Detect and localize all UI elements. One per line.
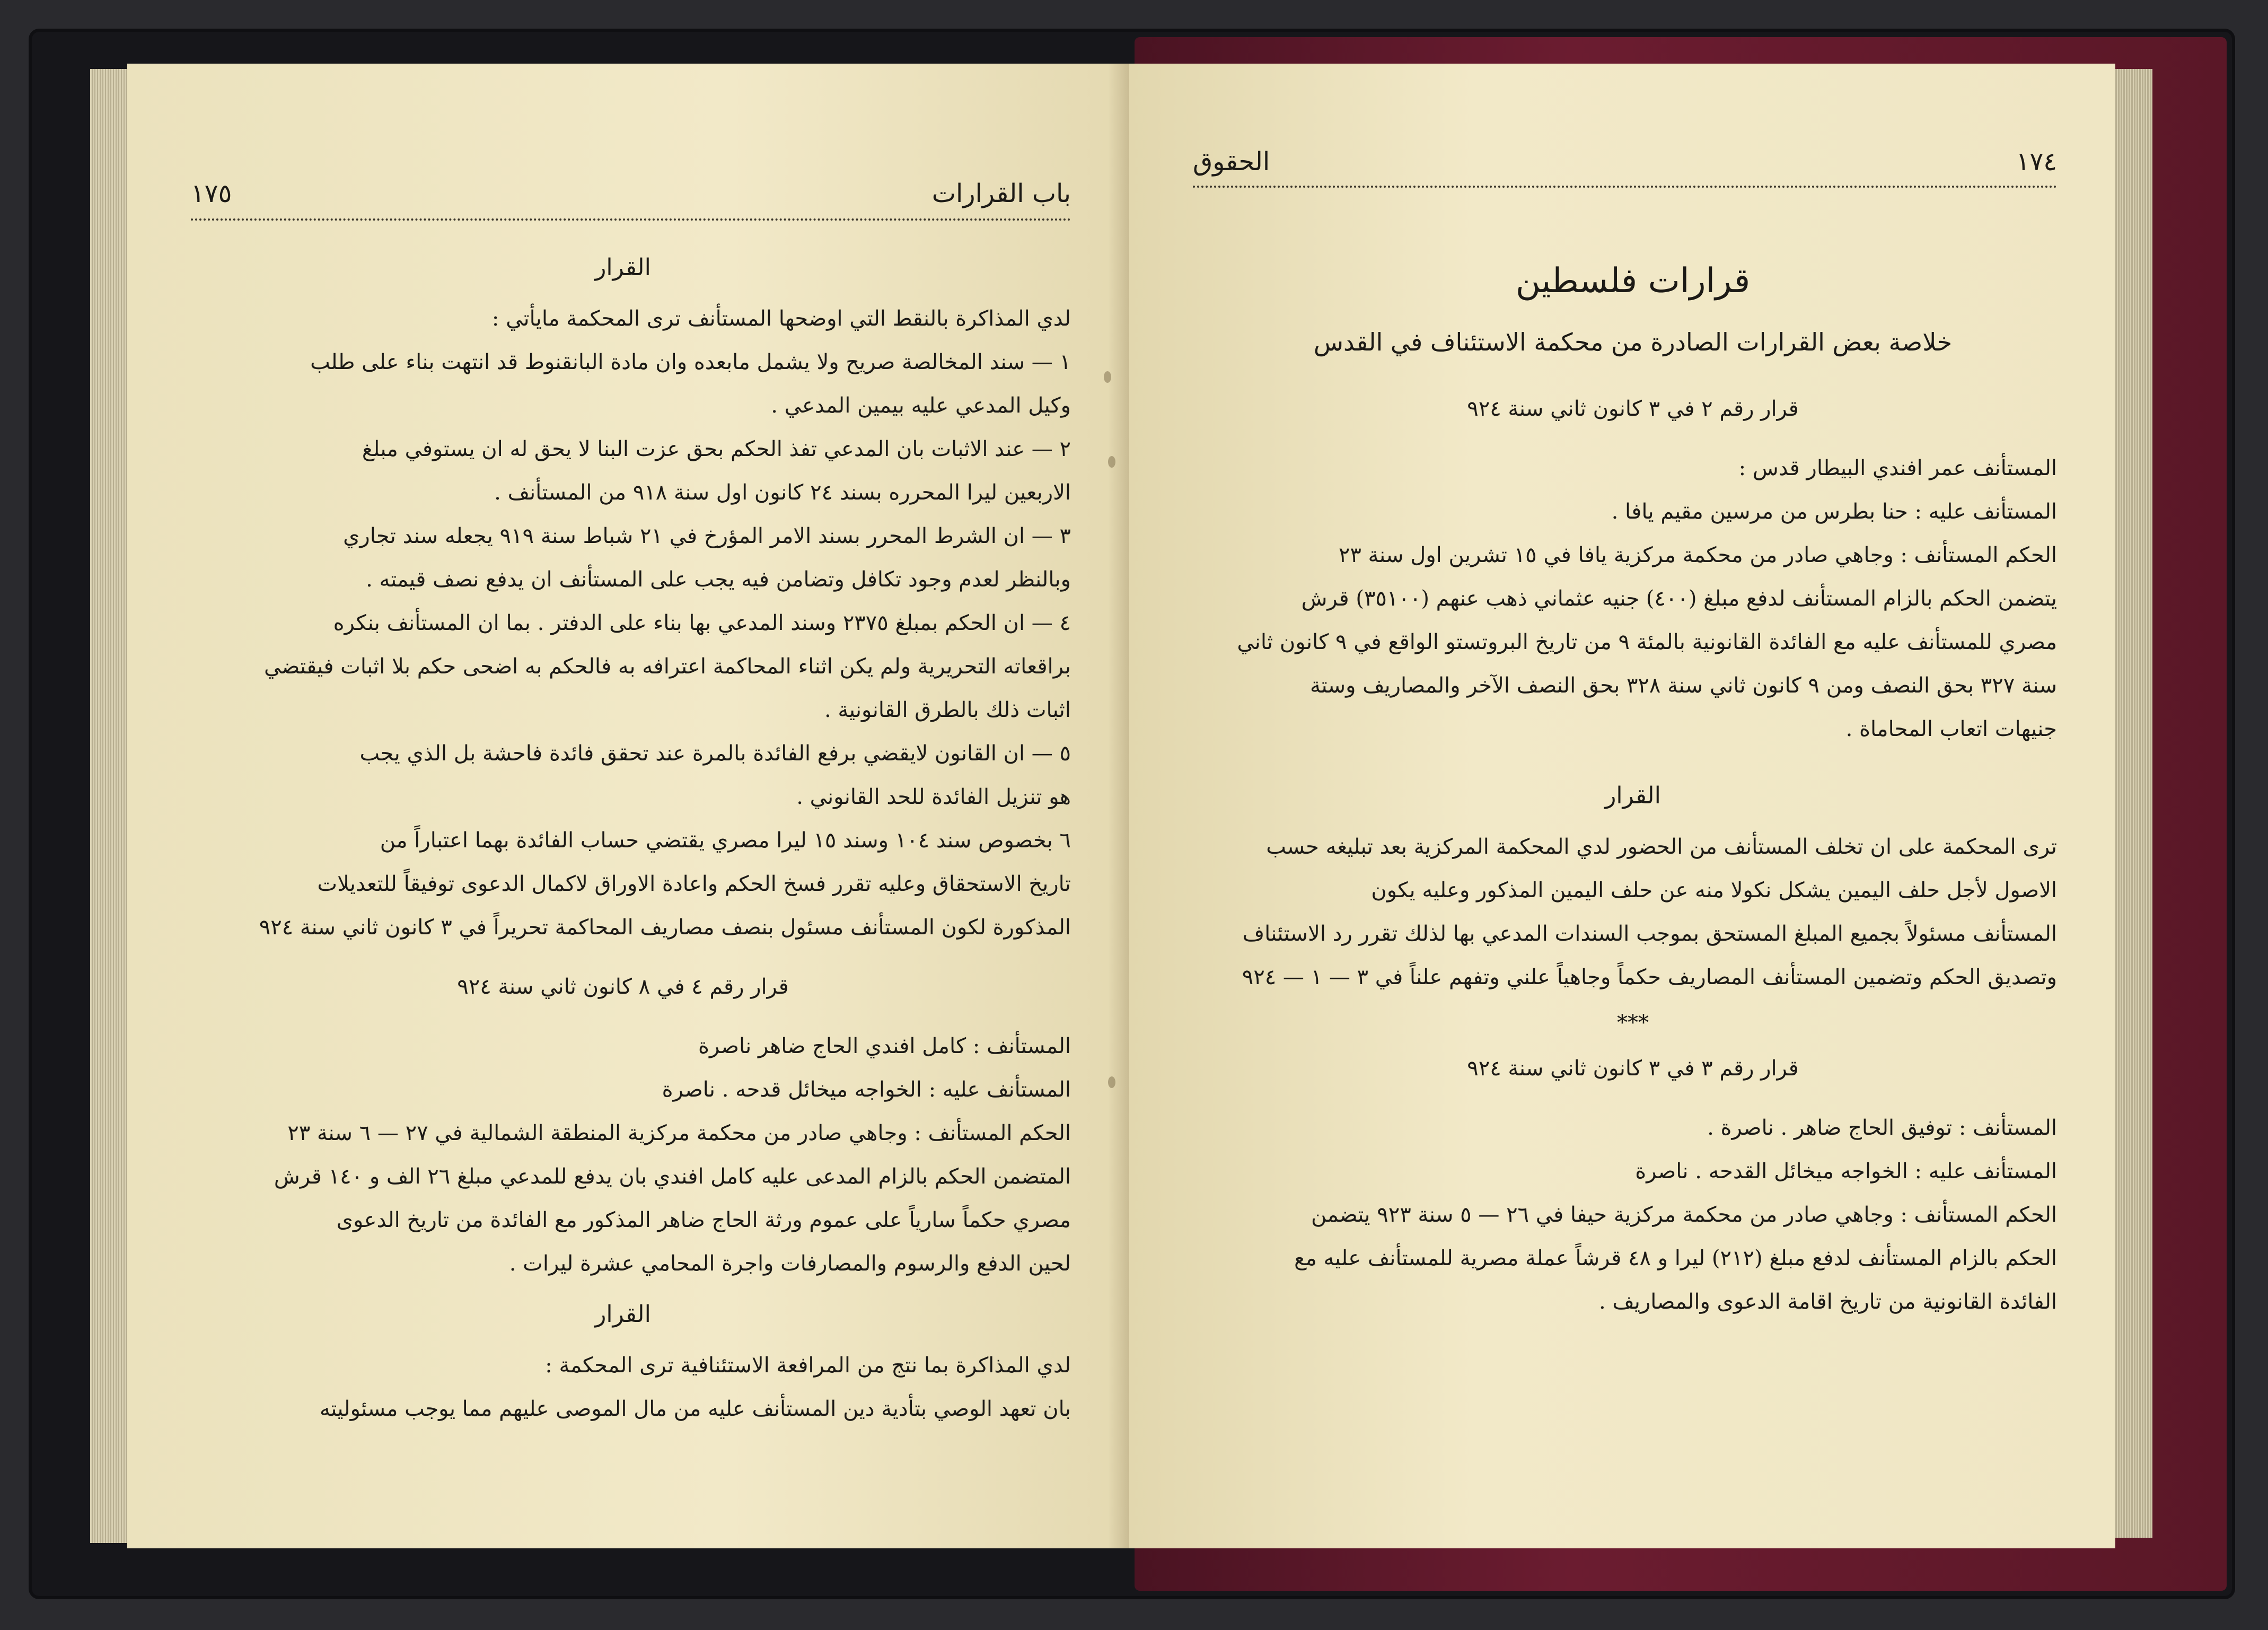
- text-line: الفائدة القانونية من تاريخ اقامة الدعوى والمصاريف .: [1598, 1290, 2057, 1314]
- text-line: ٦ بخصوص سند ١٠٤ وسند ١٥ ليرا مصري يقتضي حساب الفائدة بهما اعتباراً من: [380, 828, 1071, 853]
- text-line: لدي المذاكرة بما نتج من المرافعة الاستئنافية ترى المحكمة :: [545, 1353, 1071, 1378]
- text-line: الاصول لأجل حلف اليمين يشكل نكولا منه عن حلف اليمين المذكور وعليه يكون: [1371, 878, 2057, 902]
- text-line: الحكم بالزام المستأنف لدفع مبلغ (٢١٢) ليرا و ٤٨ قرشاً عملة مصرية للمستأنف عليه مع: [1294, 1246, 2057, 1270]
- left-heading-ruling-2: القرار: [595, 1301, 651, 1328]
- text-line: المتضمن الحكم بالزام المدعى عليه كامل افندي بان يدفع للمدعي مبلغ ٢٦ الف و ١٤٠ قرش: [274, 1164, 1071, 1189]
- right-subtitle: خلاصة بعض القرارات الصادرة من محكمة الاستئناف في القدس: [1313, 328, 1953, 356]
- text-line: ٣ — ان الشرط المحرر بسند الامر المؤرخ في ٢١ شباط سنة ٩١٩ يجعله سند تجاري: [343, 524, 1071, 548]
- text-line: الحكم المستأنف : وجاهي صادر من محكمة مركزية المنطقة الشمالية في ٢٧ — ٦ سنة ٢٣: [287, 1121, 1071, 1145]
- text-line: لدي المذاكرة بالنقط التي اوضحها المستأنف ترى المحكمة مايأتي :: [491, 306, 1071, 331]
- left-appellant: المستأنف : كامل افندي الحاج ضاهر ناصرة: [698, 1034, 1071, 1058]
- right-heading-ruling: القرار: [1605, 782, 1661, 809]
- text-line: مصري حكماً سارياً على عموم ورثة الحاج ضاهر المذكور مع الفائدة من تاريخ الدعوى: [336, 1208, 1071, 1232]
- left-header-rule: [191, 218, 1071, 221]
- text-line: اثبات ذلك بالطرق القانونية .: [824, 698, 1071, 722]
- text-line: سنة ٣٢٧ بحق النصف ومن ٩ كانون ثاني سنة ٣٢٨ بحق النصف الآخر والمصاريف وستة: [1310, 673, 2057, 698]
- text-line: الاربعين ليرا المحرره بسند ٢٤ كانون اول سنة ٩١٨ من المستأنف .: [494, 480, 1071, 505]
- left-page-body: [175, 239, 1071, 1431]
- right-page-number: ١٧٤: [2016, 147, 2057, 177]
- right-separator: ***: [1617, 1011, 1649, 1035]
- binding-hole: [1104, 371, 1111, 383]
- left-judgment-paragraph: [175, 1111, 1071, 1285]
- text-line: ٤ — ان الحكم بمبلغ ٢٣٧٥ وسند المدعي بها بناء على الدفتر . بما ان المستأنف بنكره: [333, 611, 1071, 635]
- text-line: تاريخ الاستحقاق وعليه تقرر فسخ الحكم واعادة الاوراق لاكمال الدعوى توفيقاً للتعديلات: [317, 872, 1071, 896]
- text-line: ٥ — ان القانون لايقضي برفع الفائدة بالمرة عند تحقق فائدة فاحشة بل الذي يجب: [359, 741, 1071, 766]
- text-line: وتصديق الحكم وتضمين المستأنف المصاريف حكماً وجاهياً علني وتفهم علناً في ٣ — ١ — ٩٢٤: [1242, 965, 2057, 989]
- text-line: وبالنظر لعدم وجود تكافل وتضامن فيه يجب على المستأنف ان يدفع نصف قيمته .: [366, 567, 1071, 592]
- text-line: بان تعهد الوصي بتأدية دين المستأنف عليه من مال الموصى عليهم مما يوجب مسئوليته: [319, 1397, 1071, 1421]
- text-line: وكيل المدعي عليه بيمين المدعي .: [771, 393, 1071, 418]
- text-line: ١ — سند المخالصة صريح ولا يشمل مابعده وان مادة البانقنوط قد انتهت بناء على طلب: [310, 350, 1071, 374]
- text-line: ٢ — عند الاثبات بان المدعي تفذ الحكم بحق عزت البنا لا يحق له ان يستوفي مبلغ: [362, 437, 1071, 461]
- page-edges-right: [2115, 69, 2152, 1538]
- left-heading-ruling-1: القرار: [595, 254, 651, 281]
- right-page-title: الحقوق: [1193, 147, 1270, 177]
- right-d1-judgment: [1209, 533, 2057, 751]
- text-line: المستأنف مسئولاً بجميع المبلغ المستحق بموجب السندات المدعي بها لذلك تقرر رد الاستئناف: [1242, 922, 2057, 946]
- right-d1-appellee: المستأنف عليه : حنا بطرس من مرسين مقيم يافا .: [1611, 499, 2057, 524]
- left-page-number: ١٧٥: [191, 179, 232, 208]
- right-page-header: [1193, 138, 2057, 186]
- text-line: الحكم المستأنف : وجاهي صادر من محكمة مركزية حيفا في ٢٦ — ٥ سنة ٩٢٣ يتضمن: [1311, 1203, 2057, 1227]
- left-page-title: باب القرارات: [931, 179, 1071, 208]
- left-ruling-paragraph-2: [175, 1344, 1071, 1431]
- text-line: هو تنزيل الفائدة للحد القانوني .: [796, 785, 1071, 809]
- right-ruling-paragraph: [1209, 825, 2057, 999]
- right-page: [1129, 64, 2115, 1548]
- right-d2-judgment: [1209, 1193, 2057, 1324]
- right-page-body: [1209, 249, 2057, 1324]
- left-page: [127, 64, 1129, 1548]
- right-decision-1-title: قرار رقم ٢ في ٣ كانون ثاني سنة ٩٢٤: [1467, 397, 1799, 421]
- page-edges-left: [90, 69, 127, 1543]
- text-line: ترى المحكمة على ان تخلف المستأنف من الحضور لدي المحكمة المركزية بعد تبليغه حسب: [1266, 835, 2057, 859]
- right-d1-appellant: المستأنف عمر افندي البيطار قدس :: [1738, 456, 2057, 480]
- binding-hole: [1108, 1076, 1115, 1088]
- right-header-rule: [1193, 186, 2057, 188]
- right-d2-appellee: المستأنف عليه : الخواجه ميخائل القدحه . ناصرة: [1635, 1159, 2057, 1184]
- text-line: جنيهات اتعاب المحاماة .: [1845, 717, 2057, 741]
- text-line: المذكورة لكون المستأنف مسئول بنصف مصاريف المحاكمة تحريراً في ٣ كانون ثاني سنة ٩٢٤: [259, 915, 1071, 940]
- text-line: مصري للمستأنف عليه مع الفائدة القانونية بالمئة ٩ من تاريخ البروتستو الواقع في ٩ كانون ثاني: [1237, 630, 2057, 654]
- text-line: لحين الدفع والرسوم والمصارفات واجرة المحامي عشرة ليرات .: [509, 1251, 1071, 1276]
- right-decision-2-title: قرار رقم ٣ في ٣ كانون ثاني سنة ٩٢٤: [1467, 1056, 1799, 1081]
- right-main-title: قرارات فلسطين: [1515, 261, 1751, 301]
- left-decision-title: قرار رقم ٤ في ٨ كانون ثاني سنة ٩٢٤: [457, 975, 789, 999]
- left-page-header: [191, 170, 1071, 217]
- binding-hole: [1108, 456, 1115, 468]
- text-line: يتضمن الحكم بالزام المستأنف لدفع مبلغ (٤٠٠) جنيه عثماني ذهب عنهم (٣٥١٠٠) قرش: [1301, 586, 2057, 611]
- left-ruling-paragraph: [175, 297, 1071, 949]
- right-d2-appellant: المستأنف : توفيق الحاج ضاهر . ناصرة .: [1707, 1116, 2057, 1140]
- text-line: براقعاته التحريرية ولم يكن اثناء المحاكمة اعترافه به فالحكم به اضحى حكم بلا اثبات فيقتضي: [263, 654, 1071, 679]
- left-appellee: المستأنف عليه : الخواجه ميخائل قدحه . ناصرة: [662, 1077, 1071, 1102]
- text-line: الحكم المستأنف : وجاهي صادر من محكمة مركزية يافا في ١٥ تشرين اول سنة ٢٣: [1338, 543, 2057, 567]
